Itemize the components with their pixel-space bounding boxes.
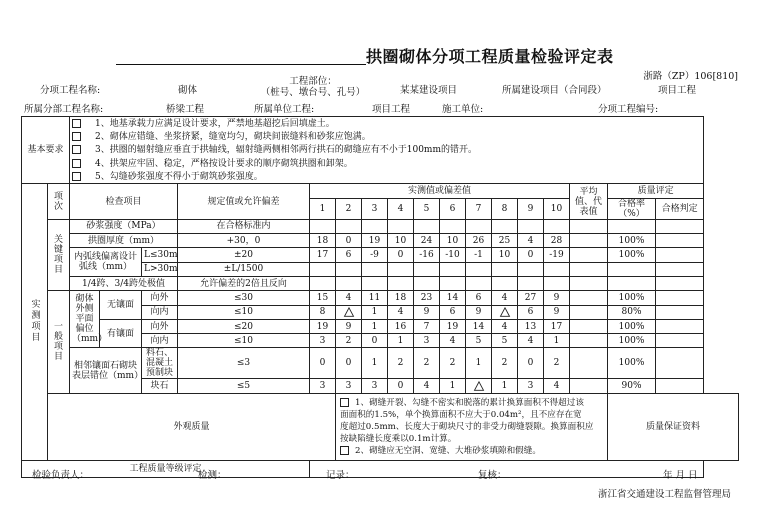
measure-cell[interactable] (440, 219, 466, 233)
row-avg[interactable] (570, 234, 608, 248)
measure-cell[interactable]: 14 (466, 319, 492, 333)
row-pass-rate: 100% (608, 334, 656, 348)
row-pass-rate: 100% (608, 248, 656, 262)
measure-cell[interactable]: 5 (466, 334, 492, 348)
measure-cell[interactable]: 9 (336, 319, 362, 333)
col-head: 4 (388, 198, 414, 219)
header-seq: 项次 (48, 184, 70, 219)
location-block (258, 76, 368, 98)
measure-cell[interactable] (518, 262, 544, 276)
measure-cell[interactable] (310, 219, 336, 233)
row-avg[interactable] (570, 334, 608, 348)
measure-cell[interactable]: 0 (388, 379, 414, 393)
measure-cell[interactable]: 4 (440, 334, 466, 348)
outer-dev-label: 砌体外侧平面偏位（mm） (70, 291, 100, 348)
measure-cell[interactable]: 2 (544, 348, 570, 379)
measure-cell[interactable]: 4 (492, 291, 518, 305)
basic-item-5: 5、勾缝砂浆强度不得小于砌筑砂浆强度。 (70, 170, 704, 184)
measure-cell[interactable]: 1 (466, 348, 492, 379)
row-avg[interactable] (570, 262, 608, 276)
measure-cell[interactable] (310, 262, 336, 276)
measure-cell[interactable]: 8 (310, 305, 336, 319)
row-avg[interactable] (570, 319, 608, 333)
measure-cell[interactable]: 1 (362, 305, 388, 319)
measure-cell[interactable]: 6 (466, 291, 492, 305)
location-label: 工程部位： (289, 76, 337, 87)
measure-cell[interactable]: 4 (518, 234, 544, 248)
row-pass-judge[interactable] (656, 262, 704, 276)
measure-cell[interactable]: 5 (492, 334, 518, 348)
col-head: 8 (492, 198, 518, 219)
face-flat-label: 相邻镶面石砌块表层错位（mm） (70, 348, 142, 393)
assurance-label: 质量保证资料 (608, 393, 739, 460)
basic-item-3: 3、拱圈的辐射缝应垂直于拱轴线，辐射缝两侧相邻两行拱石的砌缝应有不小于100mm的错开。 (70, 144, 704, 157)
appearance-label: 外观质量 (48, 393, 336, 460)
measure-cell[interactable] (466, 219, 492, 233)
subproject-value: 砌体 (178, 85, 198, 96)
measure-cell[interactable]: 1 (388, 334, 414, 348)
measure-cell[interactable] (466, 262, 492, 276)
warning-triangle-icon (474, 381, 484, 391)
quality-table (21, 116, 739, 478)
row-spec: ±L/1500 (178, 262, 310, 276)
row-item: 料石、混凝土预制块 (142, 348, 178, 379)
measure-cell[interactable]: 3 (310, 379, 336, 393)
measure-cell[interactable] (544, 276, 570, 290)
measure-cell[interactable]: 10 (388, 234, 414, 248)
checkbox[interactable] (72, 159, 81, 168)
row-spec: ≤5 (178, 379, 310, 393)
checkbox[interactable] (340, 446, 349, 455)
grade-label: 工程质量等级评定 (22, 460, 310, 477)
row-sub: 向外 (142, 291, 178, 305)
measure-cell[interactable]: 4 (414, 379, 440, 393)
row-pass-judge[interactable] (656, 276, 704, 290)
reviewer-label: 复核： (478, 470, 507, 481)
row-sub: L≤30m (142, 248, 178, 262)
measure-cell[interactable]: 9 (414, 305, 440, 319)
measure-cell[interactable]: 9 (544, 305, 570, 319)
measure-cell[interactable] (362, 276, 388, 290)
measure-cell[interactable] (518, 219, 544, 233)
measure-cell[interactable]: 1 (362, 348, 388, 379)
measure-cell[interactable]: 17 (310, 248, 336, 262)
measure-cell[interactable]: 0 (336, 234, 362, 248)
row-pass-judge[interactable] (656, 348, 704, 379)
measure-cell[interactable]: -1 (466, 248, 492, 262)
row-pass-rate: 100% (608, 348, 656, 379)
row-pass-rate (608, 276, 656, 290)
basic-item-2: 2、砌体应错缝、坐浆挤紧，缝宽均匀，砌块间嵌缝料和砂浆应饱满。 (70, 130, 704, 143)
measure-cell[interactable]: 0 (518, 248, 544, 262)
row-item: 1/4跨、3/4跨处极值 (70, 276, 178, 290)
basic-label: 基本要求 (22, 117, 70, 184)
measure-cell[interactable]: 7 (414, 319, 440, 333)
no-face-label: 无镶面 (100, 291, 142, 320)
general-group-label: 一般项目 (48, 291, 70, 393)
row-pass-rate: 100% (608, 291, 656, 305)
header-spec: 规定值或允许偏差 (178, 184, 310, 219)
col-head: 7 (466, 198, 492, 219)
header-avg: 平均值、代表值 (570, 184, 608, 219)
measure-cell[interactable]: 1 (362, 319, 388, 333)
row-pass-judge[interactable] (656, 234, 704, 248)
tester-label: 检测： (198, 470, 227, 481)
row-pass-judge[interactable] (656, 305, 704, 319)
measure-cell-fail[interactable] (492, 305, 518, 319)
row-pass-rate: 100% (608, 234, 656, 248)
row-spec: ≤10 (178, 334, 310, 348)
measure-cell[interactable]: 10 (492, 248, 518, 262)
measure-cell[interactable]: 16 (388, 319, 414, 333)
measure-cell[interactable]: 3 (518, 379, 544, 393)
measure-cell[interactable]: 2 (388, 348, 414, 379)
appearance-text: 1、砌缝开裂、勾缝不密实和脱落的累计换算面积不得超过该 面面积的1.5%，单个换算面积不应大于0.04m²，且不应存在宽 度超过0.5mm、长度大于砌块尺寸的非受力砌缝裂隙。换算面积应 按缺陷缝长度乘以0.1m计算。 2、砌缝应无空洞、宽缝、大堆砂浆填隙和假缝。 (336, 393, 608, 460)
measure-cell[interactable] (492, 276, 518, 290)
measure-cell[interactable]: 6 (440, 305, 466, 319)
measure-cell[interactable]: 25 (492, 234, 518, 248)
row-item: 砂浆强度（MPa） (70, 219, 178, 233)
measure-cell-fail[interactable] (336, 305, 362, 319)
measure-cell[interactable]: 0 (518, 348, 544, 379)
measure-cell[interactable] (414, 262, 440, 276)
col-head: 2 (336, 198, 362, 219)
measure-cell[interactable]: 4 (336, 291, 362, 305)
measure-cell[interactable]: 19 (362, 234, 388, 248)
row-pass-judge[interactable] (656, 248, 704, 262)
date-label: 年 月 日 (663, 470, 698, 481)
header-pass-judge: 合格判定 (656, 198, 704, 219)
row-spec: +30，0 (178, 234, 310, 248)
measure-cell[interactable]: 27 (518, 291, 544, 305)
row-pass-rate: 80% (608, 305, 656, 319)
checkbox[interactable] (72, 145, 81, 154)
measure-cell[interactable] (336, 219, 362, 233)
row-spec: ±20 (178, 248, 310, 262)
unit-value: 项目工程 (372, 104, 411, 115)
measure-cell[interactable]: 0 (336, 348, 362, 379)
measure-cell[interactable]: 2 (492, 348, 518, 379)
form-code: 浙路（ZP）106[810] (643, 71, 738, 82)
constructor-label: 施工单位: (442, 104, 484, 115)
col-head: 3 (362, 198, 388, 219)
measure-cell[interactable] (388, 276, 414, 290)
row-item: 块石 (142, 379, 178, 393)
measure-cell[interactable] (518, 276, 544, 290)
measure-cell[interactable]: 26 (466, 234, 492, 248)
row-spec: ≤30 (178, 291, 310, 305)
measure-cell[interactable]: 4 (544, 379, 570, 393)
measure-cell[interactable]: 18 (388, 291, 414, 305)
warning-triangle-icon (344, 307, 354, 317)
row-spec: 允许偏差的2倍且反向 (178, 276, 310, 290)
contract-value: 项目工程 (658, 85, 697, 96)
row-pass-judge[interactable] (656, 291, 704, 305)
page-title: 拱圈砌体分项工程质量检验评定表 (366, 47, 614, 66)
checkbox[interactable] (72, 119, 81, 128)
row-pass-rate (608, 262, 656, 276)
measure-cell[interactable] (362, 262, 388, 276)
measure-cell[interactable]: 17 (544, 319, 570, 333)
measure-cell[interactable]: 6 (336, 248, 362, 262)
measure-cell[interactable]: 15 (310, 291, 336, 305)
row-sub: 向内 (142, 334, 178, 348)
sub-no-label: 分项工程编号: (598, 104, 659, 115)
row-pass-rate: 90% (608, 379, 656, 393)
row-pass-judge[interactable] (656, 334, 704, 348)
col-head: 9 (518, 198, 544, 219)
measure-cell[interactable] (440, 262, 466, 276)
measure-cell[interactable]: 9 (544, 291, 570, 305)
measure-cell[interactable]: -9 (362, 248, 388, 262)
measure-cell[interactable]: 4 (388, 305, 414, 319)
row-spec: ≤20 (178, 319, 310, 333)
part-value: 桥梁工程 (166, 104, 205, 115)
measure-cell[interactable] (310, 276, 336, 290)
measure-cell[interactable] (414, 276, 440, 290)
measure-cell[interactable]: 6 (518, 305, 544, 319)
measure-cell[interactable]: 4 (492, 319, 518, 333)
measure-cell[interactable]: 9 (466, 305, 492, 319)
checkbox[interactable] (340, 398, 349, 407)
measure-cell[interactable] (362, 219, 388, 233)
measure-cell[interactable]: 3 (336, 379, 362, 393)
row-avg[interactable] (570, 291, 608, 305)
checkbox[interactable] (72, 132, 81, 141)
measure-cell[interactable]: 28 (544, 234, 570, 248)
row-avg[interactable] (570, 379, 608, 393)
measure-cell[interactable] (388, 219, 414, 233)
measure-cell[interactable]: -10 (440, 248, 466, 262)
measure-cell[interactable] (336, 262, 362, 276)
row-spec: 在合格标准内 (178, 219, 310, 233)
checkbox[interactable] (72, 172, 81, 181)
warning-triangle-icon (500, 307, 510, 317)
location-sub: （桩号、墩台号、孔号） (260, 87, 366, 98)
row-pass-judge[interactable] (656, 319, 704, 333)
measure-cell[interactable]: -19 (544, 248, 570, 262)
contract-label: 所属建设项目（合同段） (502, 85, 607, 96)
subproject-label: 分项工程名称: (40, 85, 101, 96)
measure-cell[interactable]: 18 (310, 234, 336, 248)
measure-cell[interactable]: 13 (518, 319, 544, 333)
key-group-label: 关键项目 (48, 219, 70, 290)
measure-cell[interactable] (466, 276, 492, 290)
row-pass-rate (608, 219, 656, 233)
row-avg[interactable] (570, 219, 608, 233)
row-item: 拱圈厚度（mm） (70, 234, 178, 248)
measure-cell[interactable] (388, 262, 414, 276)
measure-cell[interactable]: 11 (362, 291, 388, 305)
header-quality: 质量评定 (608, 184, 704, 198)
basic-item-4: 4、拱架应牢固、稳定，严格按设计要求的顺序砌筑拱圈和卸架。 (70, 157, 704, 170)
measure-cell[interactable] (336, 276, 362, 290)
row-spec: ≤3 (178, 348, 310, 379)
measure-cell[interactable] (492, 262, 518, 276)
measure-cell[interactable]: 0 (388, 248, 414, 262)
section-label: 实测项目 (22, 184, 48, 460)
measure-cell[interactable] (544, 219, 570, 233)
row-sub: 向外 (142, 319, 178, 333)
arc-dev-label: 内弧线偏离设计弧线（mm） (70, 248, 142, 277)
row-avg[interactable] (570, 276, 608, 290)
measure-cell[interactable]: 19 (310, 319, 336, 333)
location-value: 某某建设项目 (400, 85, 458, 96)
row-spec: ≤10 (178, 305, 310, 319)
measure-cell[interactable]: -16 (414, 248, 440, 262)
measure-cell[interactable]: 3 (414, 334, 440, 348)
measure-cell[interactable] (544, 262, 570, 276)
unit-label: 所属单位工程: (254, 104, 315, 115)
measure-cell[interactable]: 4 (518, 334, 544, 348)
with-face-label: 有镶面 (100, 319, 142, 348)
inspector-label: 检验负责人： (32, 470, 90, 481)
header-measured: 实测值或偏差值 (310, 184, 570, 198)
measure-cell[interactable]: 1 (440, 379, 466, 393)
col-head: 1 (310, 198, 336, 219)
row-pass-judge[interactable] (656, 379, 704, 393)
measure-cell[interactable]: 0 (362, 334, 388, 348)
row-pass-judge[interactable] (656, 219, 704, 233)
authority-label: 浙江省交通建设工程监督管理局 (598, 489, 732, 500)
measure-cell[interactable]: 14 (440, 291, 466, 305)
measure-cell[interactable]: 10 (440, 234, 466, 248)
measure-cell[interactable]: 23 (414, 291, 440, 305)
row-sub: L>30m (142, 262, 178, 276)
measure-cell[interactable]: 24 (414, 234, 440, 248)
row-avg[interactable] (570, 248, 608, 262)
row-pass-rate: 100% (608, 319, 656, 333)
row-sub: 向内 (142, 305, 178, 319)
recorder-label: 记录： (326, 470, 355, 481)
measure-cell[interactable]: 1 (492, 379, 518, 393)
measure-cell[interactable]: 3 (310, 334, 336, 348)
measure-cell[interactable]: 19 (440, 319, 466, 333)
measure-cell[interactable]: 3 (362, 379, 388, 393)
measure-cell[interactable]: 2 (440, 348, 466, 379)
header-pass-rate: 合格率（%） (608, 198, 656, 219)
col-head: 6 (440, 198, 466, 219)
basic-item-1: 1、地基承载力应满足设计要求，严禁地基超挖后回填虚土。 (70, 117, 704, 131)
measure-cell[interactable] (414, 219, 440, 233)
measure-cell-fail[interactable] (466, 379, 492, 393)
col-head: 5 (414, 198, 440, 219)
row-avg[interactable] (570, 305, 608, 319)
measure-cell[interactable] (492, 219, 518, 233)
measure-cell[interactable] (440, 276, 466, 290)
measure-cell[interactable]: 1 (544, 334, 570, 348)
col-head: 10 (544, 198, 570, 219)
measure-cell[interactable]: 2 (336, 334, 362, 348)
measure-cell[interactable]: 0 (310, 348, 336, 379)
measure-cell[interactable]: 2 (414, 348, 440, 379)
part-label: 所属分部工程名称: (24, 104, 104, 115)
title-underline (116, 64, 366, 65)
header-check-item: 检查项目 (70, 184, 178, 219)
row-avg[interactable] (570, 348, 608, 379)
